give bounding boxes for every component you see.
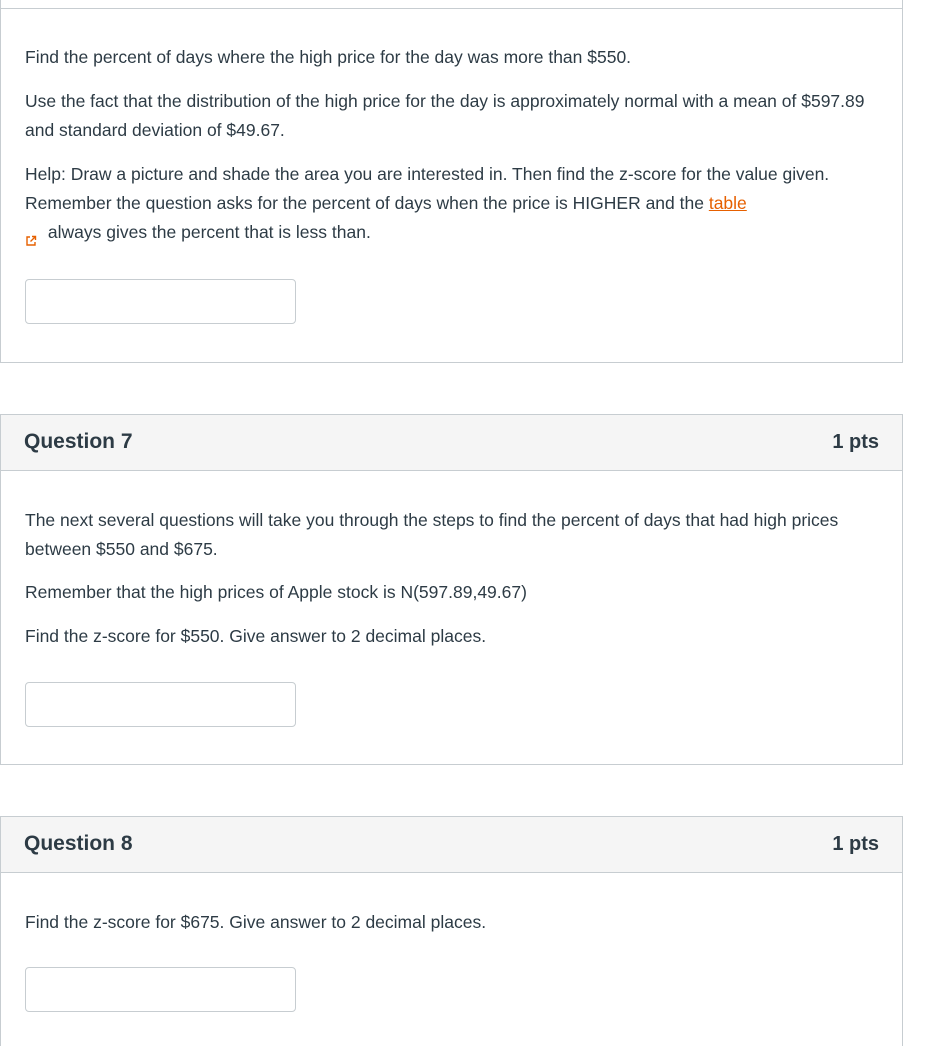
external-link-icon[interactable]: [25, 227, 37, 239]
question-6-text-1: Find the percent of days where the high price for the day was more than $550.: [25, 47, 632, 67]
question-7-text-2: Remember that the high prices of Apple stock is N(597.89,49.67): [25, 582, 527, 602]
question-7-card: [0, 414, 903, 765]
question-6-answer-input[interactable]: [25, 279, 296, 324]
question-6-text-3: [25, 160, 880, 247]
question-8-points: 1 pts: [832, 833, 879, 855]
question-7-points: 1 pts: [832, 431, 879, 453]
question-8-header: [1, 817, 902, 873]
question-6-help-text: Help: Draw a picture and shade the area you are interested in. Then find the z-score for the value given. Remember the question asks for the percent of days when the price is HIGHER and the: [25, 164, 830, 213]
question-8-title: Question 8: [24, 832, 133, 855]
question-6-card: [0, 0, 903, 363]
question-7-text-3: Find the z-score for $550. Give answer to 2 decimal places.: [25, 626, 487, 646]
question-7-title: Question 7: [24, 430, 133, 453]
question-8-card: [0, 816, 903, 1046]
table-link[interactable]: table: [708, 193, 747, 213]
question-8-answer-input[interactable]: [25, 967, 296, 1012]
question-7-text-1: The next several questions will take you through the steps to find the percent of days that had high prices between $550 and $675.: [25, 510, 839, 559]
question-7-header: [1, 415, 902, 471]
question-6-help-text-end: always gives the percent that is less than.: [43, 222, 371, 242]
question-7-answer-input[interactable]: [25, 682, 296, 727]
question-8-text-1: Find the z-score for $675. Give answer to 2 decimal places.: [25, 912, 487, 932]
question-6-text-2: Use the fact that the distribution of the high price for the day is approximately normal with a mean of $597.89 and standard deviation of $49.67.: [25, 91, 865, 140]
